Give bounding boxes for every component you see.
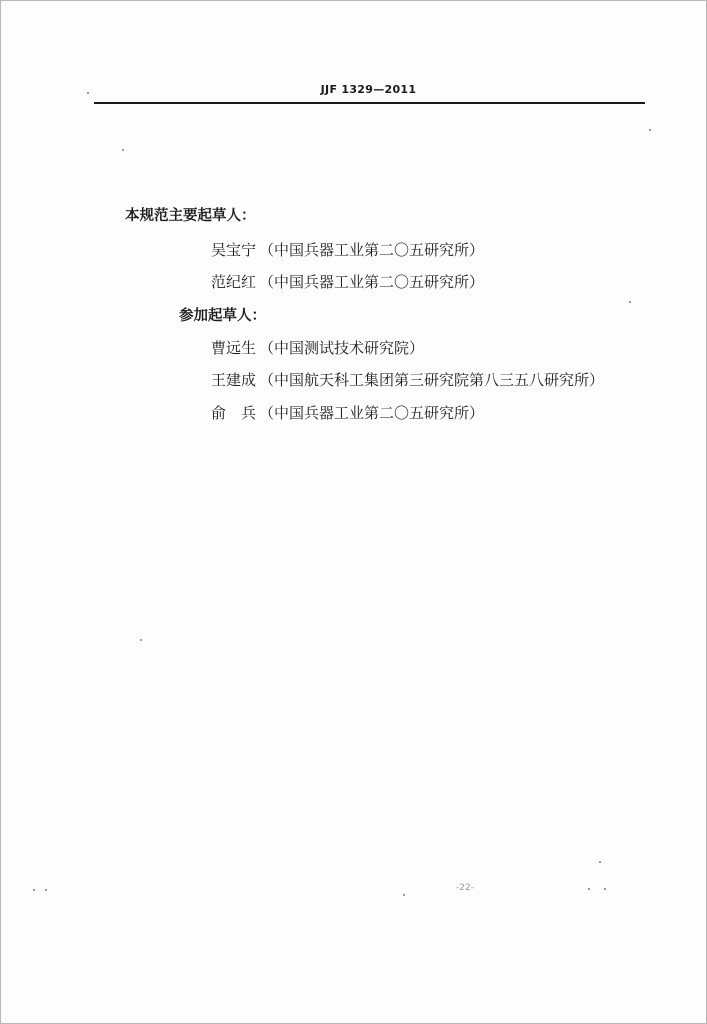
drafter-affiliation: （中国兵器工业第二〇五研究所）	[259, 404, 485, 422]
scan-speck	[599, 861, 601, 863]
scan-speck	[33, 889, 35, 891]
drafter-name: 吴宝宁	[211, 241, 257, 259]
drafter-affiliation: （中国兵器工业第二〇五研究所）	[259, 273, 485, 291]
scan-speck	[588, 888, 590, 890]
scan-speck	[403, 894, 405, 896]
drafter-entry	[211, 403, 484, 423]
scan-speck	[87, 92, 89, 94]
scan-speck	[604, 888, 606, 890]
scan-speck	[45, 889, 47, 891]
scan-speck	[140, 639, 142, 641]
header-rule	[94, 102, 645, 104]
standard-code: JJF 1329—2011	[320, 83, 417, 96]
drafter-name: 俞 兵	[211, 404, 257, 422]
drafter-affiliation: （中国测试技术研究院）	[259, 339, 425, 357]
scan-speck	[649, 129, 651, 131]
drafter-entry	[211, 370, 604, 390]
scan-speck	[122, 149, 124, 151]
drafter-name: 王建成	[211, 371, 257, 389]
main-drafters-heading: 本规范主要起草人：	[125, 208, 256, 224]
drafter-affiliation: （中国兵器工业第二〇五研究所）	[259, 241, 485, 259]
drafter-name: 范纪红	[211, 273, 257, 291]
drafter-entry	[211, 240, 484, 260]
scan-speck	[629, 301, 631, 303]
drafter-affiliation: （中国航天科工集团第三研究院第八三五八研究所）	[259, 371, 605, 389]
participating-drafters-heading: 参加起草人：	[179, 308, 266, 324]
drafter-name: 曹远生	[211, 339, 257, 357]
drafter-entry	[211, 338, 424, 358]
page-number: -22-	[456, 883, 474, 893]
drafter-entry	[211, 272, 484, 292]
